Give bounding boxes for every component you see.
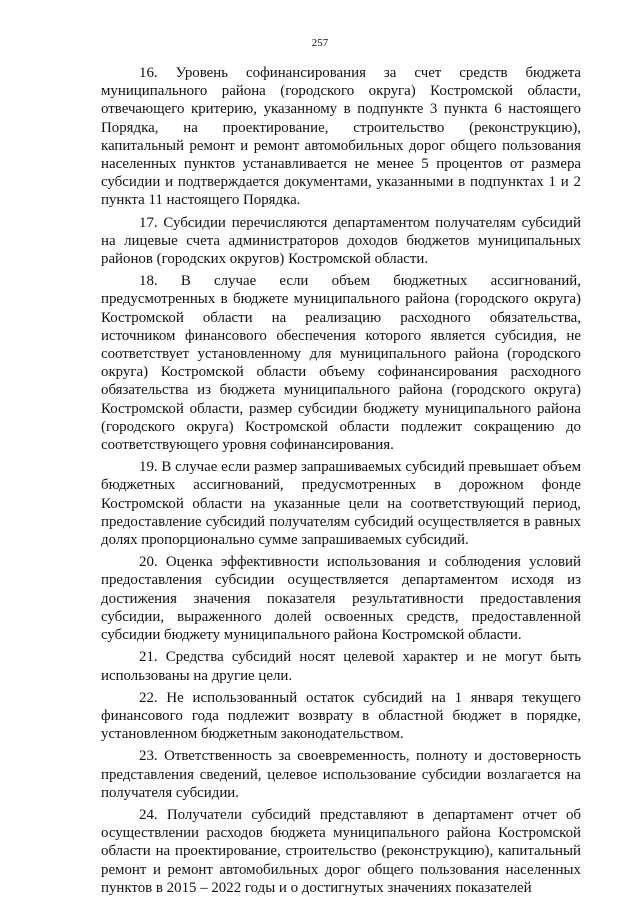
document-body <box>101 64 581 901</box>
paragraph-20: 20. Оценка эффективности использования и соблюдения условий предоставления субсидии осуществляется департаментом исходя из достижения значения показателя результативности предоставления субсидии, выраженного долей освоенных средств, предоставленной субсидии бюджету муниципального района Костромской области. <box>101 554 581 644</box>
paragraph-18: 18. В случае если объем бюджетных ассигнований, предусмотренных в бюджете муниципального района (городского округа) Костромской области на реализацию расходного обязательства, источником финансового обеспечения которого является субсидия, не соответствует установленному для муниципального района (городского округа) Костромской области объему софинансирования расходного обязательства из бюджета муниципального района (городского округа) Костромской области, размер субсидии бюджету муниципального района (городского округа) Костромской области подлежит сокращению до соответствующего уровня софинансирования. <box>101 273 581 454</box>
paragraph-19: 19. В случае если размер запрашиваемых субсидий превышает объем бюджетных ассигнований, предусмотренных в дорожном фонде Костромской области на указанные цели на соответствующий период, предоставление субсидий получателям субсидий осуществляется в равных долях пропорционально сумме запрашиваемых субсидий. <box>101 459 581 549</box>
paragraph-16: 16. Уровень софинансирования за счет средств бюджета муниципального района (городского округа) Костромской области, отвечающего критерию, указанному в подпункте 3 пункта 6 настоящего Порядка, на проектирование, строительство (реконструкцию), капитальный ремонт и ремонт автомобильных дорог общего пользования населенных пунктов устанавливается не менее 5 процентов от размера субсидии и подтверждается документами, указанными в подпунктах 1 и 2 пункта 11 настоящего Порядка. <box>101 65 581 209</box>
paragraph-23: 23. Ответственность за своевременность, полноту и достоверность представления сведений, целевое использование субсидии возлагается на получателя субсидии. <box>101 748 581 801</box>
paragraph-21: 21. Средства субсидий носят целевой характер и не могут быть использованы на другие цели. <box>101 649 581 684</box>
paragraph-17: 17. Субсидии перечисляются департаментом получателям субсидий на лицевые счета администраторов доходов бюджетов муниципальных районов (городских округов) Костромской области. <box>101 214 581 268</box>
paragraph-24: 24. Получатели субсидий представляют в департамент отчет об осуществлении расходов бюджета муниципального района Костромской области на проектирование, строительство (реконструкцию), капитальный ремонт и ремонт автомобильных дорог общего пользования населенных пунктов в 2015 – 2022 годы и о достигнутых значениях показателей <box>101 806 581 896</box>
paragraph-22: 22. Не использованный остаток субсидий на 1 января текущего финансового года подлежит возврату в областной бюджет в порядке, установленном бюджетным законодательством. <box>101 689 581 743</box>
page-number: 257 <box>311 37 329 49</box>
